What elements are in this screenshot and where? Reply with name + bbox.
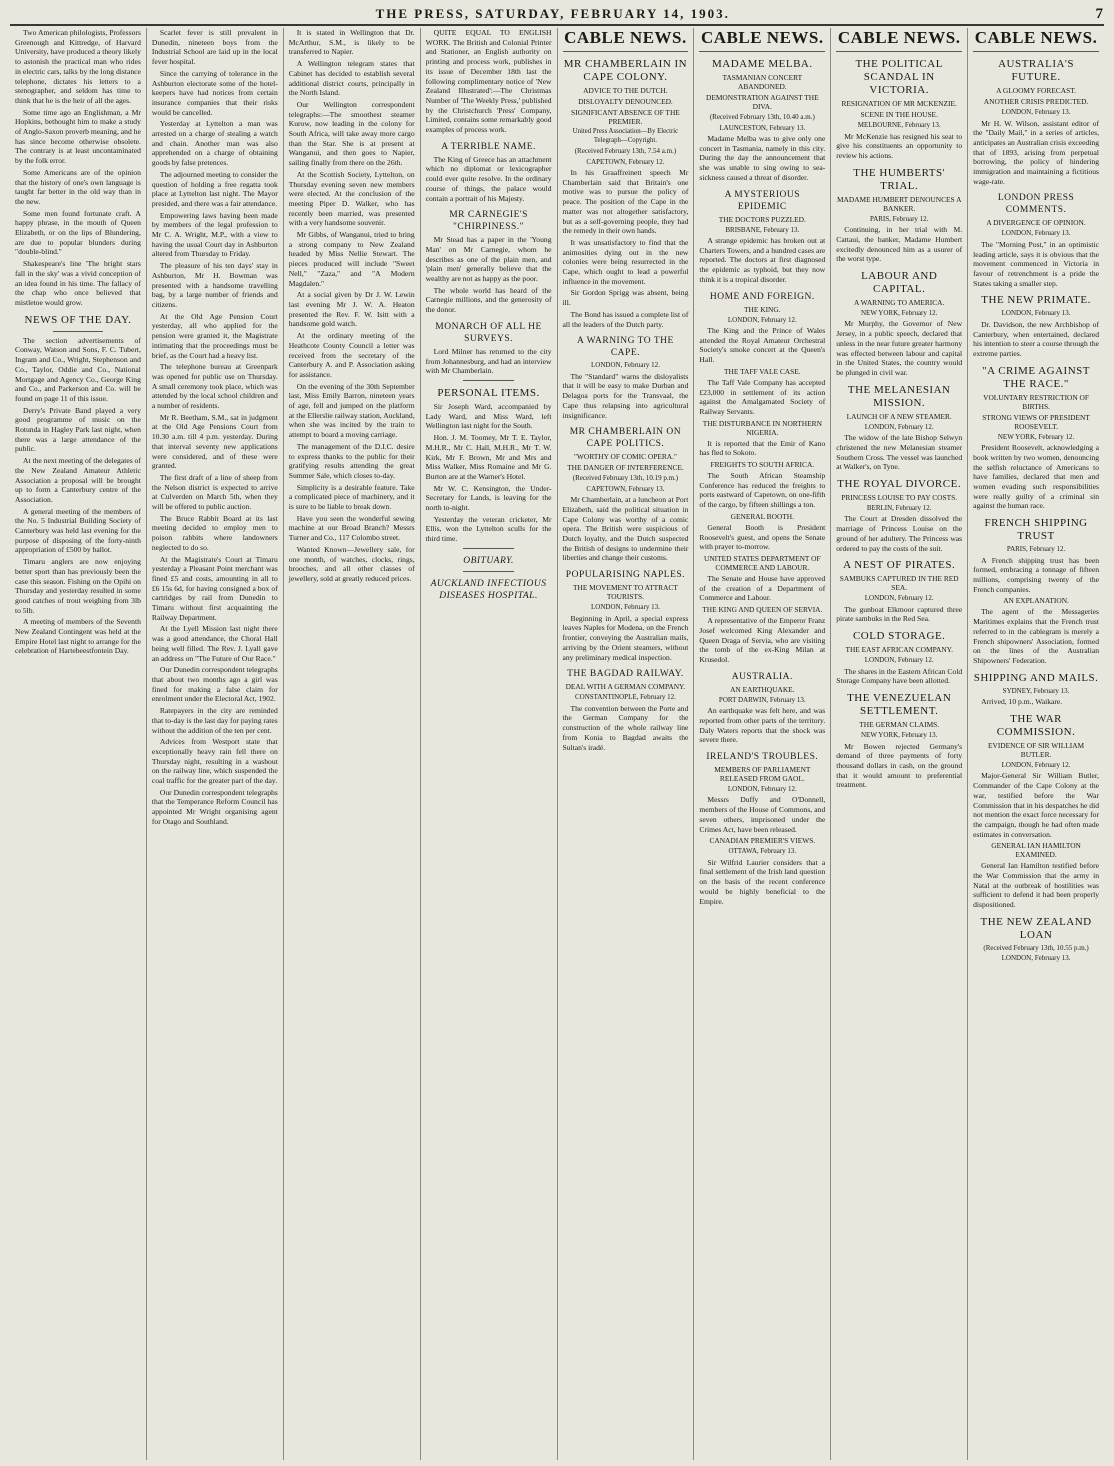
dateline: LONDON, February 12. <box>727 784 797 793</box>
cable-paragraph: Major-General Sir William Butler, Commander of the Cape Colony at the war, testified before the War Commission that in his despatches he did not mention the exact force necessary for the campaign, though he had often made estimates in conversation. <box>973 771 1099 839</box>
cable-paragraph: General Ian Hamilton testified before the War Commission that the army in Natal at the outbreak of hostilities was sufficient to defend it had been properly dispositioned. <box>973 861 1099 910</box>
news-paragraph: The King of Greece has an attachment which no diplomat or lexicographer could ever quite resolve. In the ordinary course of things, the palace would contain a portrait of his Majesty. <box>425 154 552 203</box>
dateline: LONDON, February 12. <box>864 422 934 431</box>
news-paragraph: Wanted Known—Jewellery sale, for one month, of watches, clocks, rings, brooches, and all other classes of jewellery, sold at greatly reduced prices. <box>288 544 415 583</box>
dateline: SYDNEY, February 13. <box>1002 686 1070 695</box>
cable-paragraph: Sir Gordon Sprigg was absent, being ill. <box>562 288 689 308</box>
news-paragraph: Lord Milner has returned to the city from Johannesburg, and had an interview with Mr Chamberlain. <box>425 346 552 376</box>
cable-heading: A NEST OF PIRATES. <box>843 559 956 572</box>
section-heading-obituary: OBITUARY. <box>463 555 514 566</box>
cable-paragraph: The widow of the late Bishop Selwyn christened the new Melanesian steamer Southern Cross. The vessel was launched at Walker's, on Tyne. <box>836 433 963 472</box>
cable-paragraph: General Booth is President Roosevelt's guest, and opens the Senate with prayer to-morrow. <box>699 522 826 552</box>
cable-heading: IRELAND'S TROUBLES. <box>706 751 819 762</box>
received-line: (Received February 13th, 10.40 a.m.) <box>709 113 815 121</box>
news-paragraph: Sir Joseph Ward, accompanied by Lady Ward, and Miss Ward, left Wellington last night for the South. <box>425 401 552 431</box>
cable-paragraph: The "Standard" warns the disloyalists that it will be easy to make Durban and Delagoa ports for the Transvaal, the Cape thus relapsing into agricultural insignificance. <box>562 371 689 420</box>
cable-paragraph: Mr Bowen rejected Germany's demand of three payments of forty thousand dollars in cash, on the ground that it would amount to preferential treatment. <box>836 741 963 790</box>
section-heading: MR CARNEGIE'S "CHIRPINESS." <box>449 210 528 233</box>
cable-paragraph: The South African Steamship Conference has reduced the freights to ports eastward of Capetown, on one-fifth of the cargo, by fifteen shillings a ton. <box>699 471 826 510</box>
cable-news-title: CABLE NEWS. <box>836 28 962 52</box>
cable-heading: AUSTRALIA. <box>731 671 793 682</box>
dateline: CAPETOWN, February 12. <box>586 157 665 166</box>
cable-paragraph: A strange epidemic has broken out at Charters Towers, and a hundred cases are reported. The doctors at first diagnosed the epidemic as typhoid, but they now think it is a tropical disorder. <box>699 236 826 284</box>
cable-subheading: TASMANIAN CONCERT ABANDONED. <box>722 73 803 91</box>
divider <box>463 380 513 381</box>
column-2 <box>147 28 284 1460</box>
cable-subheading: GENERAL IAN HAMILTON EXAMINED. <box>991 841 1081 860</box>
column-7 <box>831 28 968 1460</box>
cable-paragraph: Continuing, in her trial with M. Cattaui, the banker, Madame Humbert excitedly denounced him as a usurer of the worst type. <box>836 225 963 264</box>
cable-paragraph: The "Morning Post," in an optimistic leading article, says it is obvious that the movement commenced in Victoria in favour of retrenchment is a pride the States taking a smaller step. <box>973 239 1099 288</box>
cable-subheading: MEMBERS OF PARLIAMENT RELEASED FROM GAOL. <box>714 764 811 783</box>
masthead <box>10 4 1104 26</box>
news-paragraph: Advices from Westport state that exceptionally heavy rain fell there on Thursday night, resulting in a washout on the railway line, which suspended the coal traffic for the greater part of the day. <box>151 737 278 786</box>
news-paragraph: Mr W. C. Kensington, the Under-Secretary for Lands, is leaving for the north to-night. <box>425 483 552 513</box>
cable-paragraph: Mr H. W. Wilson, assistant editor of the "Daily Mail," in a series of articles, anticipates an Australian crisis exceeding that of 1893, arising from perpetual borrowing, the policy of hindering immigration and maintaining a fictitious wage-rate. <box>973 118 1099 186</box>
cable-subheading: THE GERMAN CLAIMS. <box>859 720 940 730</box>
cable-paragraph: A French shipping trust has been formed, embracing a tonnage of fifteen millions, comprising twenty of the French companies. <box>973 555 1099 594</box>
dateline: LONDON, February 12. <box>864 656 934 665</box>
column-8 <box>968 28 1104 1460</box>
cable-heading: COLD STORAGE. <box>852 630 946 643</box>
cable-heading: THE HUMBERTS' TRIAL. <box>853 166 946 192</box>
cable-heading: MADAME MELBA. <box>712 58 813 70</box>
column-4 <box>421 28 558 1460</box>
cable-subheading: STRONG VIEWS OF PRESIDENT ROOSEVELT. <box>982 412 1090 431</box>
dateline: LONDON, February 13. <box>1001 108 1071 116</box>
cable-heading: "A CRIME AGAINST THE RACE." <box>982 364 1090 390</box>
cable-subheading: THE KING AND QUEEN OF SERVIA. <box>702 605 823 615</box>
cable-paragraph: The Bond has issued a complete list of all the leaders of the Dutch party. <box>562 309 689 329</box>
news-paragraph: It is stated in Wellington that Dr. McArthur, S.M., is likely to be transferred to Napier. <box>288 28 415 57</box>
cable-heading: FRENCH SHIPPING TRUST <box>984 517 1088 543</box>
cable-subheading: A GLOOMY FORECAST. <box>996 86 1076 95</box>
news-paragraph: Since the carrying of tolerance in the Ashburton electorate some of the hotel-keepers have had notices from certain insurance companies that their risks would be cancelled. <box>151 68 278 117</box>
dateline: LONDON, February 13. <box>1001 954 1071 963</box>
cable-subheading: A WARNING TO AMERICA. <box>854 297 945 307</box>
news-paragraph: QUITE EQUAL TO ENGLISH WORK. The British and Colonial Printer and Stationer, an English authority on printing and process work, publishes in its issue of December 18th last the following complimentary notice of 'New Zealand Illustrated':—The Christmas Number of 'The Weekly Press,' published by the Christchurch 'Press' Company, Limited, contains some remarkably good examples of process work. <box>425 28 552 135</box>
cable-heading: POPULARISING NAPLES. <box>565 570 686 581</box>
cable-heading: SHIPPING AND MAILS. <box>973 671 1099 684</box>
received-line: (Received February 13th, 10.19 p.m.) <box>572 474 679 483</box>
news-paragraph: Simplicity is a desirable feature. Take a complicated piece of machinery, and it is sure to be liable to break down. <box>288 482 415 512</box>
cable-subheading: VOLUNTARY RESTRICTION OF BIRTHS. <box>983 392 1089 411</box>
cable-heading: THE POLITICAL SCANDAL IN VICTORIA. <box>855 58 943 96</box>
press-credit: United Press Association—By Electric Telegraph—Copyright. <box>572 128 679 144</box>
cable-subheading: DEMONSTRATION AGAINST THE DIVA. <box>705 93 819 111</box>
article-paragraph: Two American philologists, Professors Greenough and Kittredge, of Harvard University, have produced a theory likely to astonish the practical man who rides in electric cars, talks by the long distance telephone, dictates his letters to a stenographer, and seldom has time to think that he is the heir of all the ages. <box>15 28 141 105</box>
dateline: LONDON, February 12. <box>727 315 797 324</box>
news-paragraph: At the Magistrate's Court at Timaru yesterday a Pleasant Point merchant was fined £5 and costs, amounting in all to £6 15s 6d, for having consigned a box of cartridges by rail from Dunedin to Timaru without first acquainting the Railway Department. <box>151 554 278 622</box>
cable-heading: THE NEW ZEALAND LOAN <box>980 915 1092 941</box>
news-paragraph: The whole world has heard of the Carnegie millions, and the generosity of the donor. <box>425 285 552 315</box>
cable-heading: A MYSTERIOUS EPIDEMIC <box>724 189 801 212</box>
cable-subheading: "WORTHY OF COMIC OPERA." <box>573 452 677 462</box>
news-paragraph: Our Wellington correspondent telegraphs:—The smoothest steamer Kurow, now leading in the colony for South Africa, will take away more cargo than the Star. She is at present at Wanganui, and then goes to Napier, sailing finally from there on the 26th. <box>288 99 415 168</box>
cable-paragraph: Sir Wilfrid Laurier considers that a final settlement of the Irish land question on the basis of the recent conference would be highly beneficial to the Empire. <box>699 857 826 906</box>
news-paragraph: Our Dunedin correspondent telegraphs that the Temperance Reform Council has appointed Mr Wright organising agent for Otago and Southland. <box>151 787 278 826</box>
cable-subheading: RESIGNATION OF MR MCKENZIE. <box>841 99 957 108</box>
cable-paragraph: The Taff Vale Company has accepted £23,000 in settlement of its action against the Amalgamated Society of Railway Servants. <box>699 377 826 416</box>
cable-news-title: CABLE NEWS. <box>563 28 689 52</box>
cable-paragraph: Mr Chamberlain, at a luncheon at Port Elizabeth, said the political situation in Cape Colony was worthy of a comic opera. The British were suspicious of Dutch loyalty, and the Dutch suspected the British of designs to undermine their liberties and change their customs. <box>562 495 689 563</box>
cable-subheading: DISLOYALTY DENOUNCED. <box>578 97 673 106</box>
section-heading-personal: PERSONAL ITEMS. <box>437 386 540 399</box>
dateline: CAPETOWN, February 13. <box>586 484 665 493</box>
cable-heading: HOME AND FOREIGN. <box>709 291 815 302</box>
cable-news-title: CABLE NEWS. <box>973 28 1099 52</box>
news-paragraph: A meeting of members of the Seventh New Zealand Contingent was held at the Empire Hotel last night to arrange for the celebration of Hartebeestfontein Day. <box>15 617 141 656</box>
dateline: LONDON, February 13. <box>1001 309 1071 318</box>
news-paragraph: Our Dunedin correspondent telegraphs that about two months ago a girl was fined for making a false claim for enrolment under the Electoral Act, 1902. <box>151 665 278 704</box>
cable-paragraph: A representative of the Emperor Franz Josef welcomed King Alexander and Queen Draga of Servia, who are visiting the tomb of the ex-King Milan at Krusedol. <box>699 616 826 664</box>
article-paragraph: Some Americans are of the opinion that the history of one's own language is taught far better in the old way than in the new. <box>15 167 141 206</box>
cable-heading: A WARNING TO THE CAPE. <box>577 336 674 359</box>
article-paragraph: Some time ago an Englishman, a Mr Hopkins, bethought him to make a study of Anglo-Saxon proverb meaning, and he has since become otherwise obsolete. The contrary is at least uncontaminated by the folk error. <box>15 107 141 166</box>
cable-paragraph: In his Graaffreinett speech Mr Chamberlain said that Britain's one motive was to pursue the policy of peace. The position of the Cape in the matter was not altogether satisfactory, but as a self-governing people, they had the remedy in their own hands. <box>562 168 689 236</box>
section-heading-news-of-the-day: NEWS OF THE DAY. <box>24 313 132 326</box>
cable-paragraph: An earthquake was felt here, and was reported from other parts of the territory. Daly Waters reports that the shock was severe there. <box>699 706 826 745</box>
cable-paragraph: Dr. Davidson, the new Archbishop of Canterbury, when entertained, declared his intention to steer a course through the extreme parties. <box>973 319 1099 359</box>
cable-subheading: AN EARTHQUAKE. <box>730 684 795 694</box>
news-paragraph: Yesterday the veteran cricketer, Mr Ellis, won the Lyttelton sculls for the third time. <box>425 514 552 544</box>
dateline: PARIS, February 12. <box>869 214 929 223</box>
column-5 <box>558 28 695 1460</box>
news-paragraph: On the evening of the 30th September last, Miss Emily Barron, nineteen years of age, fell and jumped on the platform at the Ellerslie railway station, Auckland, when she was incited by the train to attempt to board a moving carriage. <box>288 381 415 440</box>
cable-paragraph: Beginning in April, a special express leaves Naples for Modena, on the French frontier, conveying the Australian mails, arriving by the Orient steamers, without any preliminary medical inspection. <box>562 613 689 662</box>
news-paragraph: Mr R. Beetham, S.M., sat in judgment at the Old Age Pensions Court from 10.30 a.m. till 4 p.m. yesterday. During that interval seventy new applications were considered, and of these were granted. <box>151 412 278 471</box>
section-heading: MONARCH OF ALL HE SURVEYS. <box>435 321 542 344</box>
article-paragraph: Some men found fortunate craft. A happy phrase, in the mouth of Queen Elizabeth, or on the lips of Blundering, are due to popular blunders during "double-blind." <box>15 208 141 257</box>
page-number: 7 <box>1095 5 1104 22</box>
news-paragraph: Have you seen the wonderful sewing machine at our Broad Branch? Messrs Turner and Co., 117 Colombo street. <box>288 513 415 543</box>
cable-heading: MR CHAMBERLAIN ON CAPE POLITICS. <box>569 427 682 450</box>
cable-heading: MR CHAMBERLAIN IN CAPE COLONY. <box>563 58 688 83</box>
column-1 <box>10 28 147 1460</box>
cable-paragraph: The shares in the Eastern African Cold Storage Company have been allotted. <box>836 666 963 686</box>
cable-paragraph: The gunboat Elkmoor captured three pirate sambuks in the Red Sea. <box>836 604 963 624</box>
cable-news-title: CABLE NEWS. <box>699 28 825 52</box>
cable-heading: THE BAGDAD RAILWAY. <box>567 669 684 680</box>
received-line: (Received February 13th, 10.55 p.m.) <box>983 943 1089 952</box>
cable-subheading: SIGNIFICANT ABSENCE OF THE PREMIER. <box>571 108 680 126</box>
cable-subheading: EVIDENCE OF SIR WILLIAM BUTLER. <box>987 740 1085 759</box>
dateline: LONDON, February 13. <box>591 603 660 612</box>
cable-paragraph: The convention between the Porte and the German Company for the construction of the whole railway line from Konia to Bagdad awaits the Sultan's iradé. <box>562 703 689 752</box>
news-paragraph: Scarlet fever is still prevalent in Dunedin, nineteen boys from the Industrial School are laid up in the local fever hospital. <box>151 28 278 67</box>
dateline: LAUNCESTON, February 13. <box>719 123 806 132</box>
cable-subheading: THE TAFF VALE CASE. <box>724 366 801 376</box>
cable-paragraph: The King and the Prince of Wales attended the Royal Amateur Orchestral Society's smoke concert at the Queen's Hall. <box>699 326 826 365</box>
cable-paragraph: Mr McKenzie has resigned his seat to give his constituents an opportunity to review his actions. <box>836 131 963 160</box>
cable-paragraph: Messrs Duffy and O'Donnell, members of the House of Commons, and seven others, imprisoned under the Crimes Act, have been released. <box>699 795 826 834</box>
dateline: LONDON, February 12. <box>591 361 660 370</box>
divider <box>463 571 513 572</box>
news-paragraph: The management of the D.I.C. desire to express thanks to the public for their gratifying results attending the great Summer Sale, which closes to-day. <box>288 441 415 480</box>
cable-paragraph: Mr Murphy, the Governor of New Jersey, in a public speech, declared that unless in the near future greater harmony was effected between labour and capital in the United States, the country would be plunged in civil war. <box>836 319 963 377</box>
dateline: BERLIN, February 12. <box>866 503 932 512</box>
news-paragraph: Yesterday at Lyttelton a man was arrested on a charge of stealing a watch and chain. Another man was also apprehended on a charge of obtaining goods by false pretences. <box>151 119 278 168</box>
cable-heading: LONDON PRESS COMMENTS. <box>997 193 1075 216</box>
masthead-title: THE PRESS, SATURDAY, FEBRUARY 14, 1903. <box>375 6 730 21</box>
news-paragraph: The section advertisements of Conway, Watson and Sons, F. C. Tubert, Ingram and Co., Wright, Stephenson and Co., Taylor, Oddie and Co., National Mortgage and Agency Co., George King and Co., and Parkerson and Co. will be found on page 11 of this issue. <box>15 335 141 403</box>
cable-paragraph: The agent of the Messageries Maritimes explains that the French trust referred to in the cablegram is merely a French shipowners' Association, formed on the lines of the Australian Shipowners' Federation. <box>973 607 1099 665</box>
news-paragraph: Derry's Private Band played a very good programme of music on the Rotunda in Hagley Park last night, when there was a large attendance of the public. <box>15 405 141 454</box>
news-paragraph: A Wellington telegram states that Cabinet has decided to establish several additional district courts, principally in the North Island. <box>288 59 415 98</box>
dateline: NEW YORK, February 12. <box>997 432 1075 441</box>
cable-subheading: UNITED STATES DEPARTMENT OF COMMERCE AND LABOUR. <box>704 553 821 572</box>
cable-subheading: THE DANGER OF INTERFERENCE. <box>567 463 684 473</box>
cable-heading: THE VENEZUELAN SETTLEMENT. <box>847 692 952 718</box>
cable-subheading: CANADIAN PREMIER'S VIEWS. <box>709 836 816 846</box>
cable-paragraph: President Roosevelt, acknowledging a book written by two women, denouncing the selfish reluctance of Americans to have families, declared that men and women evading such responsibilities were really guilty of a criminal sin against the human race. <box>973 443 1099 511</box>
columns <box>10 28 1104 1460</box>
news-paragraph: At the next meeting of the delegates of the New Zealand Amateur Athletic Association a proposal will be brought up to form a Canterbury centre of the Association. <box>15 456 141 504</box>
divider <box>463 548 513 549</box>
column-3 <box>284 28 421 1460</box>
news-paragraph: At the Lyell Mission last night there was a good attendance, the Choral Hall being well filled. The Rev. J. Lyall gave an address on "The Future of Our Race." <box>151 624 278 663</box>
section-heading: A TERRIBLE NAME. <box>441 141 536 152</box>
dateline: CONSTANTINOPLE, February 12. <box>574 693 676 702</box>
cable-subheading: THE DOCTORS PUZZLED. <box>718 214 806 224</box>
dateline: BRISBANE, February 13. <box>725 225 800 234</box>
cable-heading: THE NEW PRIMATE. <box>981 294 1091 307</box>
cable-heading: THE WAR COMMISSION. <box>996 712 1076 738</box>
cable-paragraph: It was unsatisfactory to find that the animosities dying out in the new colonies were being resurrected in the Cape, which ought to lead a powerful influence in the movement. <box>562 237 689 286</box>
cable-subheading: A DIVERGENCE OF OPINION. <box>986 218 1086 228</box>
cable-subheading: MADAME HUMBERT DENOUNCES A BANKER. <box>836 194 962 213</box>
news-paragraph: Timaru anglers are now enjoying better sport than has previously been the case this season. Fishing on the Opihi on Thursday and yesterday resulted in some good catches of trout weighing from 3lb to 5lb. <box>15 557 141 615</box>
cable-subheading: ADVICE TO THE DUTCH. <box>583 86 668 95</box>
cable-heading: THE MELANESIAN MISSION. <box>847 383 951 409</box>
column-6 <box>694 28 831 1460</box>
dateline: PORT DARWIN, February 13. <box>718 695 806 704</box>
dateline: PARIS, February 12. <box>1006 545 1066 554</box>
cable-heading: LABOUR AND CAPITAL. <box>861 269 938 295</box>
cable-subheading: THE KING. <box>744 304 781 314</box>
news-paragraph: The telephone bureau at Greenpark was opened for public use on Thursday. A small ceremony took place, which was attended by the local school children and a number of residents. <box>151 362 278 411</box>
cable-subheading: THE MOVEMENT TO ATTRACT TOURISTS. <box>572 583 678 602</box>
cable-heading: AUSTRALIA'S FUTURE. <box>998 58 1075 83</box>
news-paragraph: Mr Stead has a paper in the 'Young Man' on Mr Carnegie, whom he describes as one of the plain men, and 'plain men' generally believe that the wealthy are not as happy as the poor. <box>425 235 552 284</box>
cable-subheading: AN EXPLANATION. <box>1003 596 1069 606</box>
section-heading-hospital: AUCKLAND INFECTIOUS DISEASES HOSPITAL. <box>430 578 547 601</box>
news-paragraph: The Bruce Rabbit Board at its last meeting decided to employ men to poison rabbits where landowners neglected to do so. <box>151 513 278 552</box>
cable-subheading: LAUNCH OF A NEW STEAMER. <box>846 411 952 421</box>
cable-subheading: SCENE IN THE HOUSE. <box>860 110 938 119</box>
cable-subheading: FREIGHTS TO SOUTH AFRICA. <box>710 460 815 470</box>
dateline: OTTAWA, February 13. <box>728 847 797 856</box>
cable-subheading: PRINCESS LOUISE TO PAY COSTS. <box>841 492 958 502</box>
news-paragraph: At the ordinary meeting of the Heathcote County Council a letter was received from the secretary of the Canterbury A. and P. Association asking for assistance. <box>288 331 415 379</box>
dateline: MELBOURNE, February 13. <box>857 121 941 129</box>
article-paragraph: Shakespeare's line 'The bright stars fall in the sky' was a vivid conception of an idea found in his time. The fallacy of the chap who once believed that mistletoe would grow. <box>15 259 141 307</box>
cable-subheading: THE DISTURBANCE IN NORTHERN NIGERIA. <box>702 418 822 437</box>
cable-paragraph: The Court at Dresden dissolved the marriage of Princess Louise on the ground of her adultery. The Princess was ordered to pay the costs of the suit. <box>836 514 963 553</box>
divider <box>53 331 103 332</box>
received-line: (Received February 13th, 7.54 a.m.) <box>574 147 677 155</box>
cable-subheading: SAMBUKS CAPTURED IN THE RED SEA. <box>839 574 959 593</box>
news-paragraph: At the Scottish Society, Lyttelton, on Thursday evening seven new members were elected. At the conclusion of the meeting Piper D. Walker, who has recently been married, was presented with a very handsome souvenir. <box>288 169 415 228</box>
cable-heading: THE ROYAL DIVORCE. <box>837 477 962 490</box>
cable-paragraph: The Senate and House have approved of the creation of a Department of Commerce and Labour. <box>699 573 826 603</box>
cable-subheading: ANOTHER CRISIS PREDICTED. <box>983 97 1089 106</box>
cable-subheading: THE EAST AFRICAN COMPANY. <box>845 645 953 655</box>
news-paragraph: The adjourned meeting to consider the question of holding a free regatta took place at Lyttelton last night. The Mayor presided, and there was a fair attendance. <box>151 169 278 208</box>
cable-paragraph: It is reported that the Emir of Kano has fled to Sokoto. <box>699 438 826 458</box>
news-paragraph: At the Old Age Pension Court yesterday, all who applied for the pension were granted it, the Magistrate intimating that the proceedings must be brief, as the Court had a heavy list. <box>151 311 278 360</box>
cable-subheading: GENERAL BOOTH. <box>730 511 794 521</box>
news-paragraph: Mr Gibbs, of Wanganui, tried to bring a strong company to New Zealand headed by Miss Nellie Stewart. The pieces produced will include "Sweet Nell," "Zaza," and "A Modern Magdalen." <box>288 230 415 288</box>
dateline: NEW YORK, February 12. <box>860 308 938 317</box>
dateline: NEW YORK, February 13. <box>860 731 938 740</box>
news-paragraph: At a social given by Dr J. W. Lewin last evening Mr J. W. A. Heaton presented the Rev. F. W. Isitt with a handsome gold watch. <box>288 290 415 329</box>
dateline: LONDON, February 13. <box>1001 229 1071 238</box>
dateline: LONDON, February 12. <box>1001 760 1071 769</box>
news-paragraph: Ratepayers in the city are reminded that to-day is the last day for paying rates without the addition of the ten per cent. <box>151 706 278 735</box>
news-paragraph: A general meeting of the members of the No. 5 Industrial Building Society of Canterbury was held last evening for the purpose of disposing of the forty-ninth appropriation of £500 by ballot. <box>15 506 141 555</box>
cable-paragraph: Madame Melba was to give only one concert in Tasmania, namely in this city. During the day the announcement that she was unable to sing owing to sea-sickness caused a threat of disorder. <box>699 134 826 182</box>
cable-paragraph: Arrived, 10 p.m., Waikare. <box>981 697 1063 707</box>
news-paragraph: The first draft of a line of sheep from the Nelson district is expected to arrive at Culverden on March 5th, when they will be offered to public auction. <box>151 472 278 512</box>
news-paragraph: Hon. J. M. Toomey, Mr T. E. Taylor, M.H.R., Mr C. Hall, M.H.R., Mr T. W. Kirk, Mr F. Brown, Mr and Mrs and Miss Walker, Miss Romaine and Mr G. Burton are at the Warner's Hotel. <box>425 433 552 481</box>
dateline: LONDON, February 12. <box>864 594 934 603</box>
cable-subheading: DEAL WITH A GERMAN COMPANY. <box>565 682 686 692</box>
news-paragraph: Empowering laws having been made by members of the legal profession to Mr C. A. Wright, M.P., with a view to having the usual Court day in Ashburton altered from Thursday to Friday. <box>151 210 278 259</box>
news-paragraph: The pleasure of his ten days' stay in Ashburton, Mr H. Bowman was presented with a handsome travelling bag, by a large number of friends and citizens. <box>151 261 278 309</box>
